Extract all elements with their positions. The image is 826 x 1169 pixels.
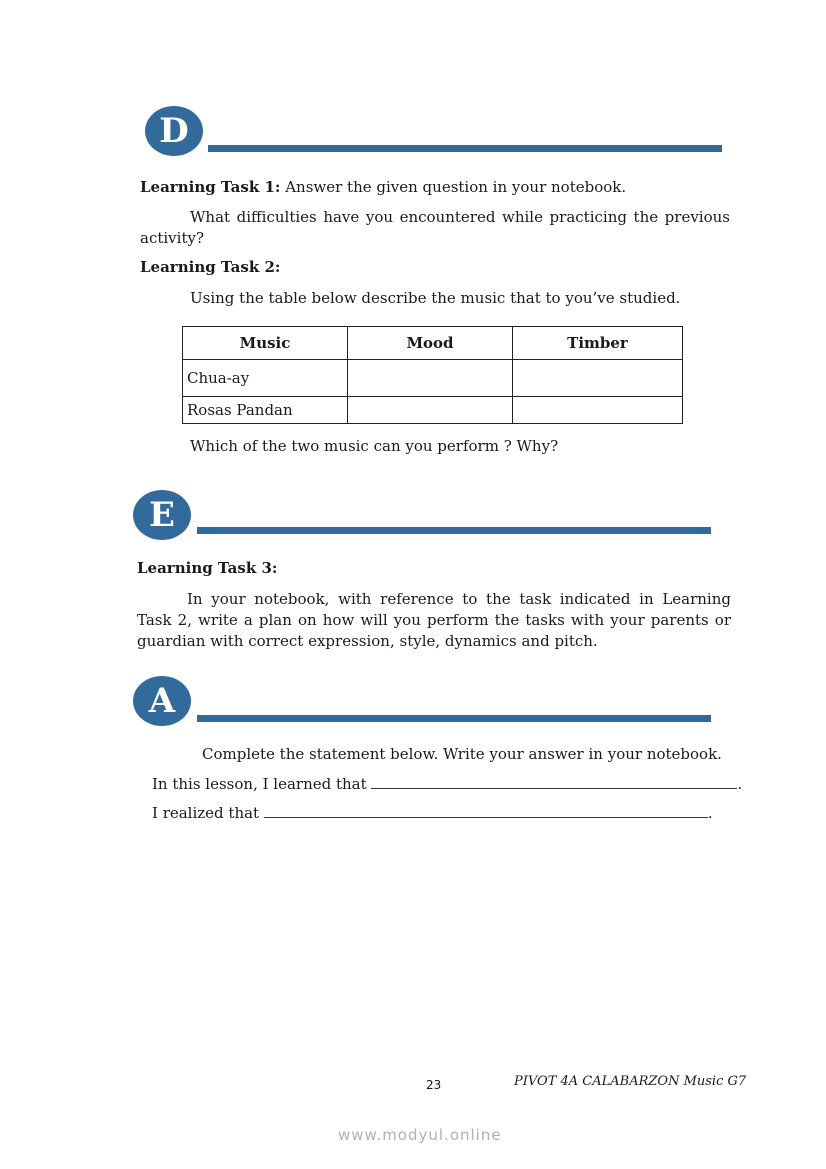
learning-task-2-instruction: Using the table below describe the music that to you’ve studied. [190,289,681,307]
footer-title: PIVOT 4A CALABARZON Music G7 [514,1074,747,1089]
realized-statement [152,803,713,824]
learning-task-2-label: Learning Task 2: [140,258,281,276]
table-cell-music: Chua-ay [183,360,348,397]
section-e-badge: E [133,490,191,540]
table-header-row [183,327,683,360]
music-description-table [182,326,683,424]
watermark-text: www.modyul.online [338,1126,502,1144]
table-cell-mood [348,360,513,397]
learned-end: . [737,775,743,793]
table-cell-music: Rosas Pandan [183,397,348,424]
complete-statement-instruction: Complete the statement below. Write your answer in your notebook. [202,745,722,763]
learning-task-3-text: In your notebook, with reference to the task indicated in Learning Task 2, write a plan on how will you perform the tasks with your parents or guardian with correct expression, style, dynamics and pitch. [137,590,731,650]
section-e-rule [197,527,711,534]
table-cell-timber [513,360,683,397]
page-number: 23 [426,1078,442,1092]
section-d-badge: D [145,106,203,156]
section-a-badge: A [133,676,191,726]
section-d-rule [208,145,722,152]
realized-end: . [707,804,713,822]
learned-answer-blank [371,776,737,789]
learning-task-3-label: Learning Task 3: [137,559,278,577]
table-row [183,360,683,397]
learning-task-1-label: Learning Task 1: [140,178,281,196]
learned-statement [152,774,742,795]
table-header-mood: Mood [348,327,513,360]
realized-answer-blank [264,805,708,818]
learning-task-1 [140,177,626,198]
realized-prefix: I realized that [152,804,260,822]
table-header-timber: Timber [513,327,683,360]
table-row [183,397,683,424]
section-a-rule [197,715,711,722]
learned-prefix: In this lesson, I learned that [152,775,367,793]
table-header-music: Music [183,327,348,360]
difficulties-question: What difficulties have you encountered while practicing the previous activity? [140,208,730,247]
perform-question: Which of the two music can you perform ? Why? [190,437,559,455]
table-cell-timber [513,397,683,424]
learning-task-1-text: Answer the given question in your notebook. [285,178,627,196]
table-cell-mood [348,397,513,424]
